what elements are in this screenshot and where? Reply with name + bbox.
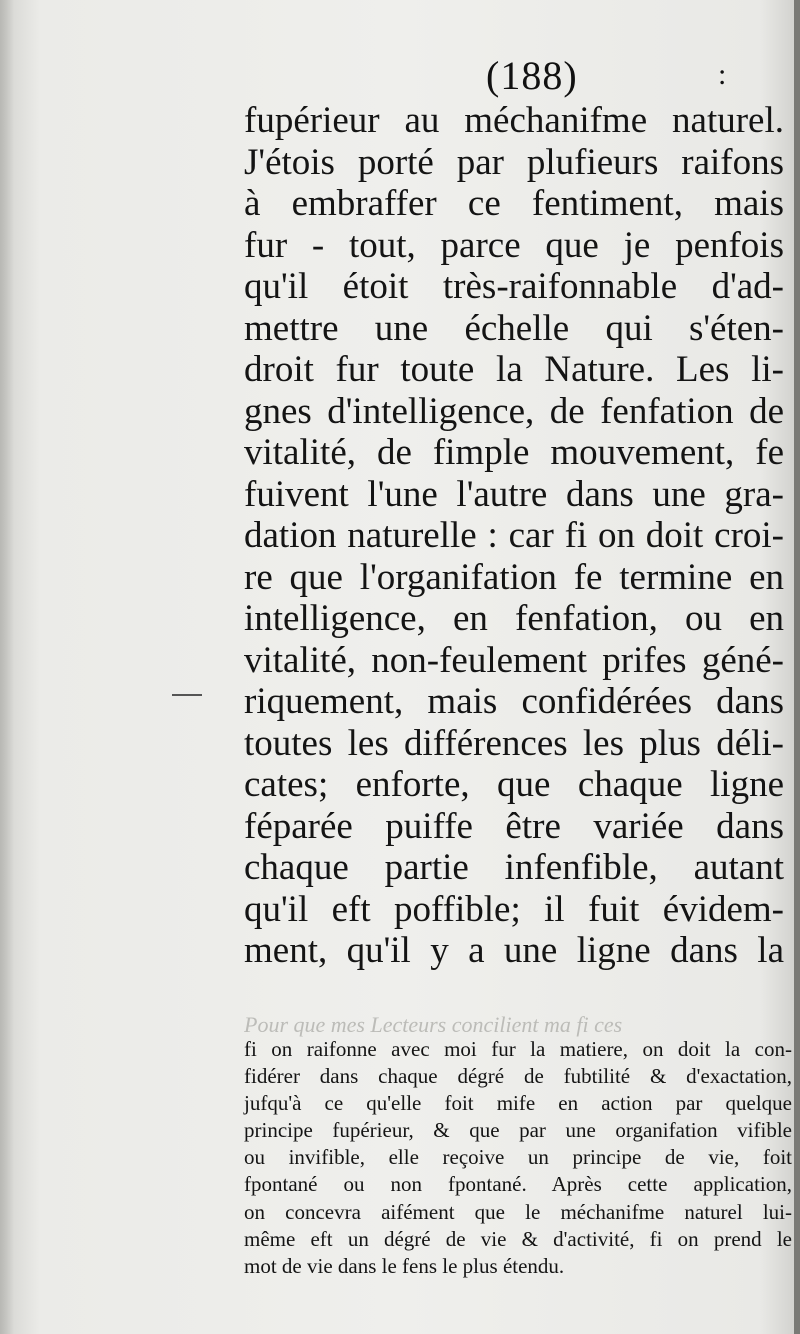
page-number: (188) [486,53,578,98]
text-line: féparée puiffe être variée dans [244,805,784,847]
text-line: vitalité, de fimple mouvement, fe [244,432,784,473]
margin-mark [172,694,202,696]
text-line: chaque partie infenfible, autant [244,847,784,888]
text-line: re que l'organifation fe termine en [244,556,784,598]
footnote-line: fidérer dans chaque dégré de fubtilité & d'exactation, [244,1064,792,1089]
main-text-block [244,100,784,972]
text-line: vitalité, non-feulement prifes géné- [244,639,784,681]
footnote-line: même eft un dégré de vie & d'activité, fi on prend le [244,1226,792,1251]
text-line: qu'il étoit très-raifonnable d'ad- [244,266,784,307]
footnote-line: fi on raifonne avec moi fur la matiere, on doit la con- [244,1037,792,1061]
footnote-line: principe fupérieur, & que par une organifation vifible [244,1118,792,1143]
footnote-line: mot de vie dans le fens le plus étendu. [244,1253,565,1278]
text-line: intelligence, en fenfation, ou en [244,598,784,639]
footnote-line: jufqu'à ce qu'elle foit mife en action par quelque [244,1091,792,1116]
footnote-block [244,1036,792,1280]
text-line: toutes les différences les plus déli- [244,722,784,764]
text-line: à embraffer ce fentiment, mais [244,183,784,224]
text-line: riquement, mais confidérées dans [244,681,784,722]
page-edge [794,0,800,1334]
text-line: ment, qu'il y a une ligne dans la [244,930,784,971]
page-gutter-shadow [0,0,14,1334]
footnote-line: fpontané ou non fpontané. Après cette application, [244,1172,792,1197]
text-line: J'étois porté par plufieurs raifons [244,141,784,183]
text-line: fur - tout, parce que je penfois [244,224,784,266]
text-line: fupérieur au méchanifme naturel. [244,100,784,141]
text-line: mettre une échelle qui s'éten- [244,307,784,349]
text-line: fuivent l'une l'autre dans une gra- [244,473,784,515]
text-line: qu'il eft poffible; il fuit évidem- [244,888,784,930]
text-line: dation naturelle : car fi on doit croi- [244,515,784,556]
corner-mark: : [718,58,727,91]
text-line: cates; enforte, que chaque ligne [244,764,784,805]
bleed-through-text: Pour que mes Lecteurs concilient ma fi ces [244,1012,623,1037]
footnote-line: on concevra aifément que le méchanifme naturel lui- [244,1199,792,1224]
text-line: gnes d'intelligence, de fenfation de [244,390,784,432]
footnote-line: ou invifible, elle reçoive un principe de vie, foit [244,1145,792,1170]
text-line: droit fur toute la Nature. Les li- [244,349,784,390]
